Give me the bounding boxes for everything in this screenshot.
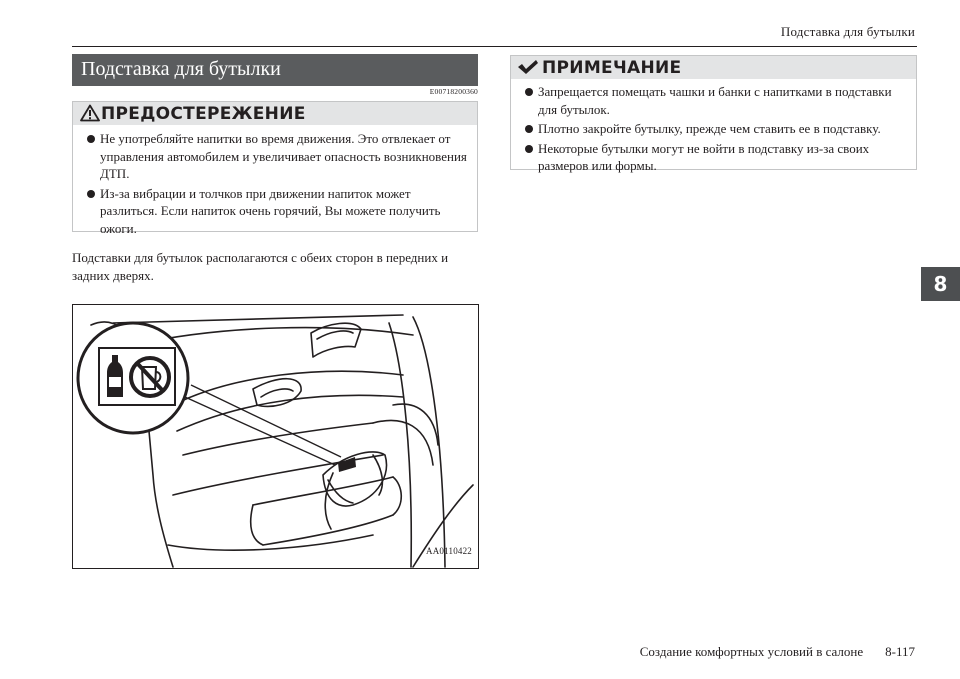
warning-list — [87, 130, 467, 239]
note-box — [510, 55, 917, 173]
header-rule — [72, 46, 917, 47]
note-header — [511, 56, 916, 79]
note-title: ПРИМЕЧАНИЕ — [542, 58, 682, 78]
note-list — [525, 83, 906, 177]
warning-item: Из-за вибрации и толчков при движении напиток может разлиться. Если напиток очень горячий, Вы можете получить ожоги. — [87, 185, 467, 238]
note-item: Запрещается помещать чашки и банки с напитками в подставки для бутылок. — [525, 83, 906, 118]
note-item: Некоторые бутылки могут не войти в подставку из-за своих размеров или формы. — [525, 140, 906, 175]
chapter-tab: 8 — [921, 267, 960, 301]
note-item: Плотно закройте бутылку, прежде чем ставить ее в подставку. — [525, 120, 906, 138]
body-paragraph: Подставки для бутылок располагаются с обеих сторон в передних и задних дверях. — [72, 250, 449, 283]
warning-triangle-icon — [80, 104, 100, 122]
warning-box — [72, 101, 478, 236]
warning-title: ПРЕДОСТЕРЕЖЕНИЕ — [101, 104, 306, 124]
footer-chapter-title: Создание комфортных условий в салоне — [639, 644, 864, 659]
page-footer — [640, 644, 915, 660]
checkmark-icon — [517, 59, 539, 76]
figure — [72, 304, 479, 569]
running-header: Подставка для бутылки — [780, 24, 915, 39]
label-sticker — [338, 457, 356, 472]
figure-code: AA0110422 — [426, 546, 472, 556]
document-code: E00718200360 — [429, 87, 478, 96]
door-bottle-holder-illustration — [73, 305, 478, 568]
section-title: Подставка для бутылки — [72, 54, 478, 86]
warning-header — [73, 102, 477, 125]
page-number: 8-117 — [885, 644, 915, 659]
warning-item: Не употребляйте напитки во время движения. Это отвлекает от управления автомобилем и увеличивает опасность возникновения ДТП. — [87, 130, 467, 183]
